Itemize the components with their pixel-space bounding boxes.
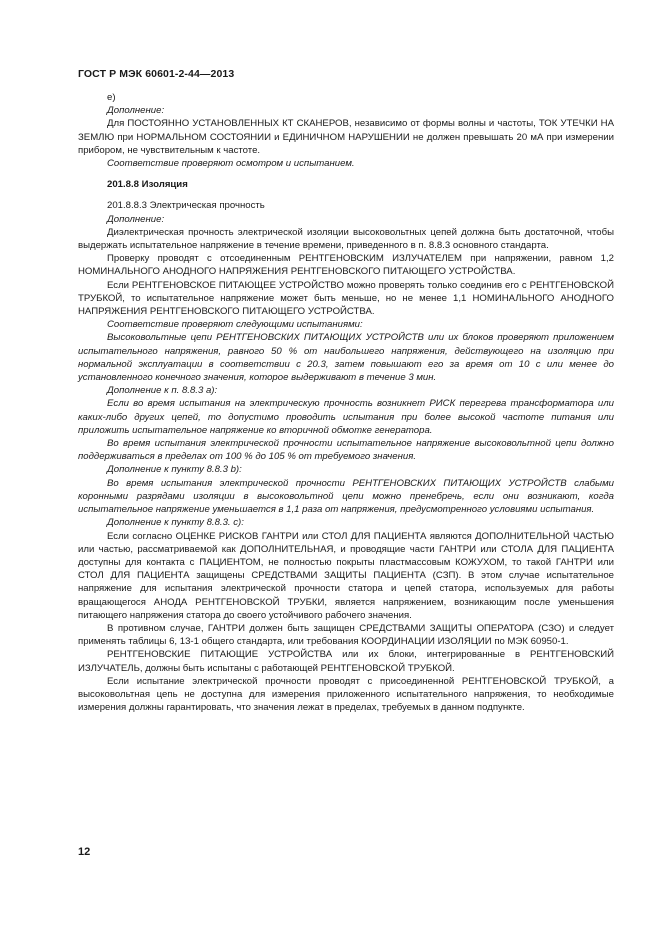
- paragraph: Высоковольтные цепи РЕНТГЕНОВСКИХ ПИТАЮЩИХ УСТРОЙСТВ или их блоков проверяют приложением испытательного напряжения, равного 50 % от наибольшего напряжения, действующего на изоляцию при нормальной эксплуатации в соответствии с 20.3, затем повышают его за время от 10 с или менее до установленного конечного значения, которое выдерживают в течение 3 мин.: [78, 332, 614, 384]
- addition-label: Дополнение:: [107, 213, 165, 225]
- addition-label: Дополнение к пункту 8.8.3. с):: [107, 517, 244, 529]
- list-marker: е): [107, 92, 116, 103]
- paragraph: Для ПОСТОЯННО УСТАНОВЛЕННЫХ КТ СКАНЕРОВ, независимо от формы волны и частоты, ТОК УТЕЧКИ НА ЗЕМЛЮ при НОРМАЛЬНОМ СОСТОЯНИИ и ЕДИНИЧНОМ НАРУШЕНИИ не должен превышать 20 мА при измерении прибором, не чувствительным к частоте.: [78, 118, 614, 156]
- paragraph: Проверку проводят с отсоединенным РЕНТГЕНОВСКИМ ИЗЛУЧАТЕЛЕМ при напряжении, равном 1,2 НОМИНАЛЬНОГО АНОДНОГО НАПРЯЖЕНИЯ РЕНТГЕНОВСКОГО ПИТАЮЩЕГО УСТРОЙСТВА.: [78, 253, 614, 278]
- section-heading: 201.8.8 Изоляция: [107, 179, 188, 191]
- paragraph: В противном случае, ГАНТРИ должен быть защищен СРЕДСТВАМИ ЗАЩИТЫ ОПЕРАТОРА (СЗО) и следует применять таблицы 6, 13-1 общего стандарта, или требования КООРДИНАЦИИ ИЗОЛЯЦИИ по МЭК 60950-1.: [78, 622, 614, 648]
- addition-label: Дополнение к п. 8.8.3 а):: [107, 385, 218, 397]
- paragraph: Диэлектрическая прочность электрической изоляции высоковольтных цепей должна быть достаточной, чтобы выдержать испытательное напряжение в течение времени, приведенного в п. 8.8.3 основного стандарта.: [78, 226, 614, 252]
- document-header: ГОСТ Р МЭК 60601-2-44—2013: [78, 68, 235, 80]
- paragraph: Если во время испытания на электрическую прочность возникнет РИСК перегрева трансформатора или каких-либо других цепей, то допустимо проводить испытания при более высокой частоте питания или приложить испытательное напряжение ко вторичной обмотке генератора.: [78, 398, 614, 436]
- paragraph: Если испытание электрической прочности проводят с присоединенной РЕНТГЕНОВСКОЙ ТРУБКОЙ, а высоковольтная цепь не доступна для измерения приложенного испытательного напряжения, то необходимые измерения должны гарантировать, что значения лежат в пределах, требуемых в данном подпункте.: [78, 675, 614, 714]
- page-number: 12: [78, 846, 91, 858]
- addition-label: Дополнение:: [107, 105, 165, 117]
- paragraph: Во время испытания электрической прочности РЕНТГЕНОВСКИХ ПИТАЮЩИХ УСТРОЙСТВ слабыми коронными разрядами изоляции в высоковольтной цепи можно пренебречь, если они возникают, когда испытательное напряжение уменьшается в 1,1 раза от напряжения, предусмотренного условиями испытания.: [78, 477, 614, 516]
- paragraph: Если РЕНТГЕНОВСКОЕ ПИТАЮЩЕЕ УСТРОЙСТВО можно проверять только соединив его с РЕНТГЕНОВСКОЙ ТРУБКОЙ, то испытательное напряжение может быть меньше, но не менее 1,1 НОМИНАЛЬНОГО АНОДНОГО НАПРЯЖЕНИЯ РЕНТГЕНОВСКОГО ПИТАЮЩЕГО УСТРОЙСТВА.: [78, 279, 614, 318]
- document-body: [78, 91, 614, 714]
- paragraph: Во время испытания электрической прочности испытательное напряжение высоковольтной цепи должно поддерживаться в пределах от 100 % до 105 % от требуемого значения.: [78, 438, 614, 463]
- addition-label: Дополнение к пункту 8.8.3 b):: [107, 464, 242, 476]
- compliance-note: Соответствие проверяют следующими испытаниями:: [107, 319, 363, 331]
- paragraph: РЕНТГЕНОВСКИЕ ПИТАЮЩИЕ УСТРОЙСТВА или их блоки, интегрированные в РЕНТГЕНОВСКИЙ ИЗЛУЧАТЕЛЬ, должны быть испытаны с работающей РЕНТГЕНОВСКОЙ ТРУБКОЙ.: [78, 649, 614, 674]
- paragraph: Если согласно ОЦЕНКЕ РИСКОВ ГАНТРИ или СТОЛ ДЛЯ ПАЦИЕНТА являются ДОПОЛНИТЕЛЬНОЙ ЧАСТЬЮ или частью, рассматриваемой как ДОПОЛНИТЕЛЬНАЯ, и проводящие части ГАНТРИ или СТОЛА ДЛЯ ПАЦИЕНТА доступны для контакта с ПАЦИЕНТОМ, не полностью покрыты пластмассовым КОЖУХОМ, то такой ГАНТРИ или СТОЛ ДЛЯ ПАЦИЕНТА защищены СРЕДСТВАМИ ЗАЩИТЫ ПАЦИЕНТА (СЗП). В этом случае испытательное напряжение для испытания электрической прочности статора и цепей статора, используемых для работы вращающегося АНОДА РЕНТГЕНОВСКОЙ ТРУБКИ, является напряжением, возникающим после уменьшения питающего напряжения статора до своего устойчивого рабочего значения.: [78, 530, 614, 621]
- compliance-note: Соответствие проверяют осмотром и испытанием.: [107, 158, 355, 170]
- subsection-heading: 201.8.8.3 Электрическая прочность: [107, 200, 265, 212]
